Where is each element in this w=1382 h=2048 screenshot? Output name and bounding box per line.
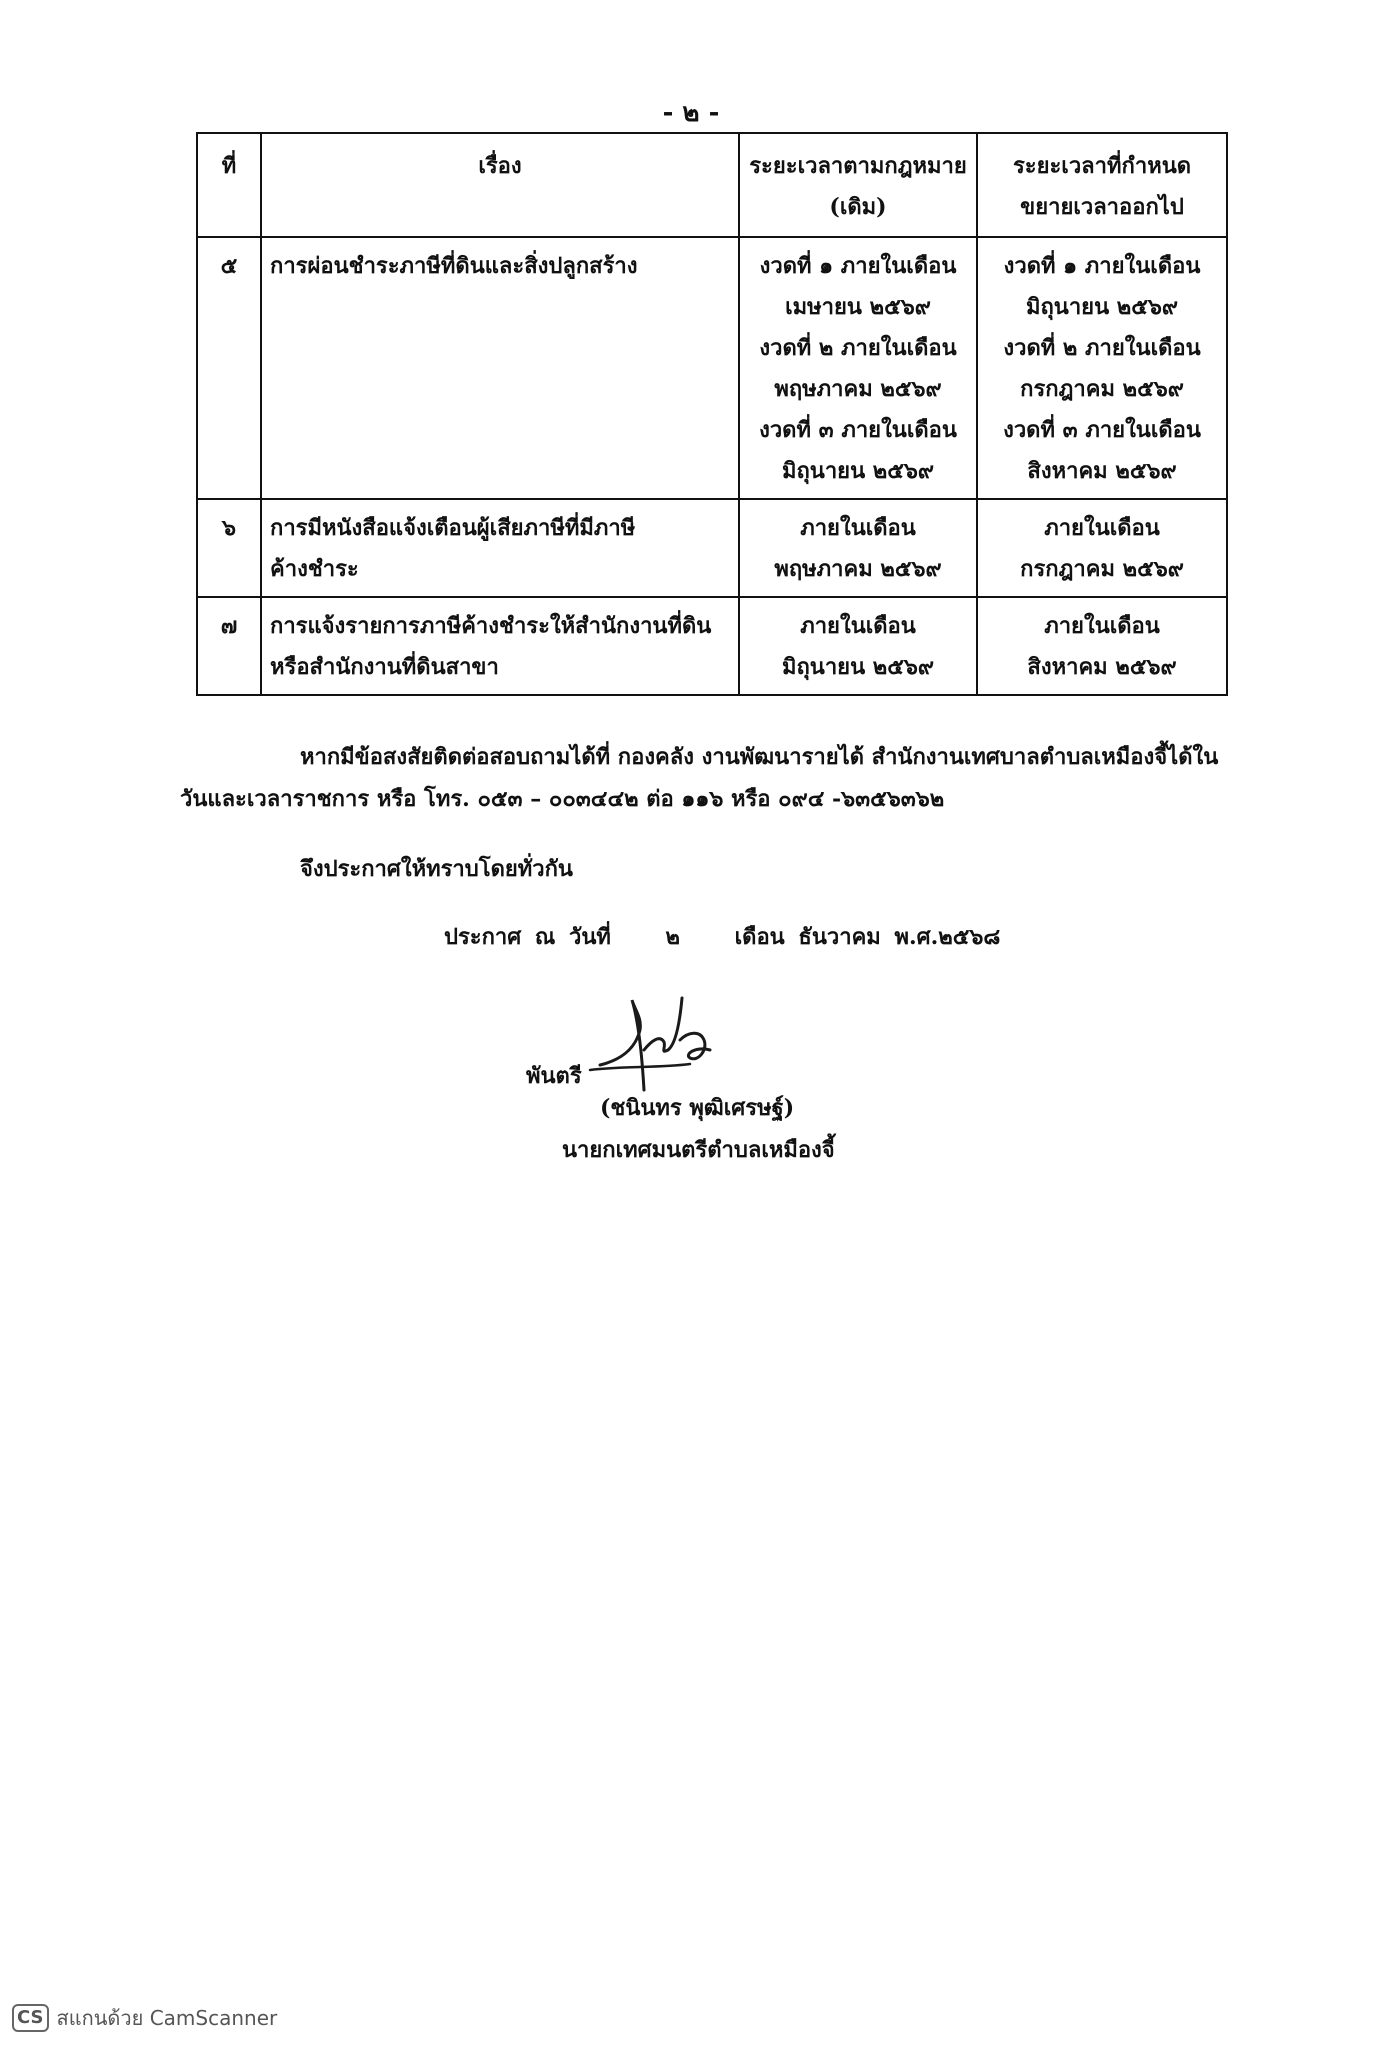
row-subject xyxy=(261,597,739,695)
row-extended-period xyxy=(977,597,1227,695)
period-line: มิถุนายน ๒๕๖๙ xyxy=(1025,294,1179,320)
period-line: งวดที่ ๒ ภายในเดือน xyxy=(1003,335,1201,361)
period-line: พฤษภาคม ๒๕๖๙ xyxy=(774,556,942,582)
header-extended-period xyxy=(977,133,1227,237)
row-extended-period xyxy=(977,499,1227,597)
header-original-period xyxy=(739,133,977,237)
schedule-table xyxy=(196,132,1228,696)
subject-line: การแจ้งรายการภาษีค้างชำระให้สำนักงานที่ดิน xyxy=(270,613,712,639)
scanner-watermark-text: สแกนด้วย CamScanner xyxy=(56,2006,278,2030)
contact-paragraph-line-2: วันและเวลาราชการ หรือ โทร. ๐๕๓ – ๐๐๓๔๔๒ ต่อ ๑๑๖ หรือ ๐๙๔ -๖๓๕๖๓๖๒ xyxy=(180,786,945,812)
row-original-period xyxy=(739,499,977,597)
row-original-period xyxy=(739,237,977,499)
period-line: งวดที่ ๑ ภายในเดือน xyxy=(759,253,957,279)
row-number: ๕ xyxy=(197,237,261,499)
date-prefix: ประกาศ ณ วันที่ xyxy=(444,924,611,950)
period-line: เมษายน ๒๕๖๙ xyxy=(785,294,931,320)
contact-paragraph-line-1: หากมีข้อสงสัยติดต่อสอบถามได้ที่ กองคลัง งานพัฒนารายได้ สำนักงานเทศบาลตำบลเหมืองจี้ได้ใน xyxy=(300,744,1219,770)
subject-line: หรือสำนักงานที่ดินสาขา xyxy=(270,654,499,680)
header-original-line: ระยะเวลาตามกฎหมาย xyxy=(749,153,967,179)
header-original-line: (เดิม) xyxy=(829,194,887,220)
period-line: มิถุนายน ๒๕๖๙ xyxy=(781,458,935,484)
scanner-watermark xyxy=(12,2002,277,2034)
table-row xyxy=(197,499,1227,597)
period-line: ภายในเดือน xyxy=(800,515,916,541)
period-line: สิงหาคม ๒๕๖๙ xyxy=(1027,654,1177,680)
row-subject xyxy=(261,499,739,597)
subject-line: ค้างชำระ xyxy=(270,556,359,582)
period-line: กรกฎาคม ๒๕๖๙ xyxy=(1020,556,1184,582)
period-line: งวดที่ ๑ ภายในเดือน xyxy=(1003,253,1201,279)
date-year: พ.ศ.๒๕๖๘ xyxy=(894,924,1001,950)
signer-title: นายกเทศมนตรีตำบลเหมืองจี้ xyxy=(562,1137,835,1163)
announcement-text: จึงประกาศให้ทราบโดยทั่วกัน xyxy=(300,856,573,882)
table-row xyxy=(197,237,1227,499)
header-extended-line: ระยะเวลาที่กำหนด xyxy=(1012,153,1192,179)
subject-line: การมีหนังสือแจ้งเตือนผู้เสียภาษีที่มีภาษี xyxy=(270,515,636,541)
period-line: งวดที่ ๓ ภายในเดือน xyxy=(1003,417,1201,443)
row-number: ๗ xyxy=(197,597,261,695)
date-month: ธันวาคม xyxy=(798,924,881,950)
period-line: ภายในเดือน xyxy=(1044,515,1160,541)
period-line: สิงหาคม ๒๕๖๙ xyxy=(1027,458,1177,484)
table-row xyxy=(197,597,1227,695)
period-line: ภายในเดือน xyxy=(800,613,916,639)
row-extended-period xyxy=(977,237,1227,499)
signer-name: (ชนินทร พุฒิเศรษฐ์) xyxy=(600,1095,795,1121)
date-month-label: เดือน xyxy=(734,924,785,950)
camscanner-logo-icon: CS xyxy=(12,2004,49,2032)
header-num: ที่ xyxy=(197,133,261,237)
period-line: งวดที่ ๓ ภายในเดือน xyxy=(759,417,957,443)
handwritten-signature xyxy=(580,980,740,1100)
subject-line: การผ่อนชำระภาษีที่ดินและสิ่งปลูกสร้าง xyxy=(270,253,638,279)
period-line: กรกฎาคม ๒๕๖๙ xyxy=(1020,376,1184,402)
period-line: ภายในเดือน xyxy=(1044,613,1160,639)
period-line: พฤษภาคม ๒๕๖๙ xyxy=(774,376,942,402)
date-day: ๒ xyxy=(665,924,681,950)
header-extended-line: ขยายเวลาออกไป xyxy=(1020,194,1184,220)
announcement-date xyxy=(444,916,1000,958)
header-subject: เรื่อง xyxy=(261,133,739,237)
signer-rank: พันตรี xyxy=(526,1063,582,1089)
period-line: มิถุนายน ๒๕๖๙ xyxy=(781,654,935,680)
row-number: ๖ xyxy=(197,499,261,597)
row-subject xyxy=(261,237,739,499)
page-number: - ๒ - xyxy=(662,98,720,128)
period-line: งวดที่ ๒ ภายในเดือน xyxy=(759,335,957,361)
table-header-row xyxy=(197,133,1227,237)
row-original-period xyxy=(739,597,977,695)
